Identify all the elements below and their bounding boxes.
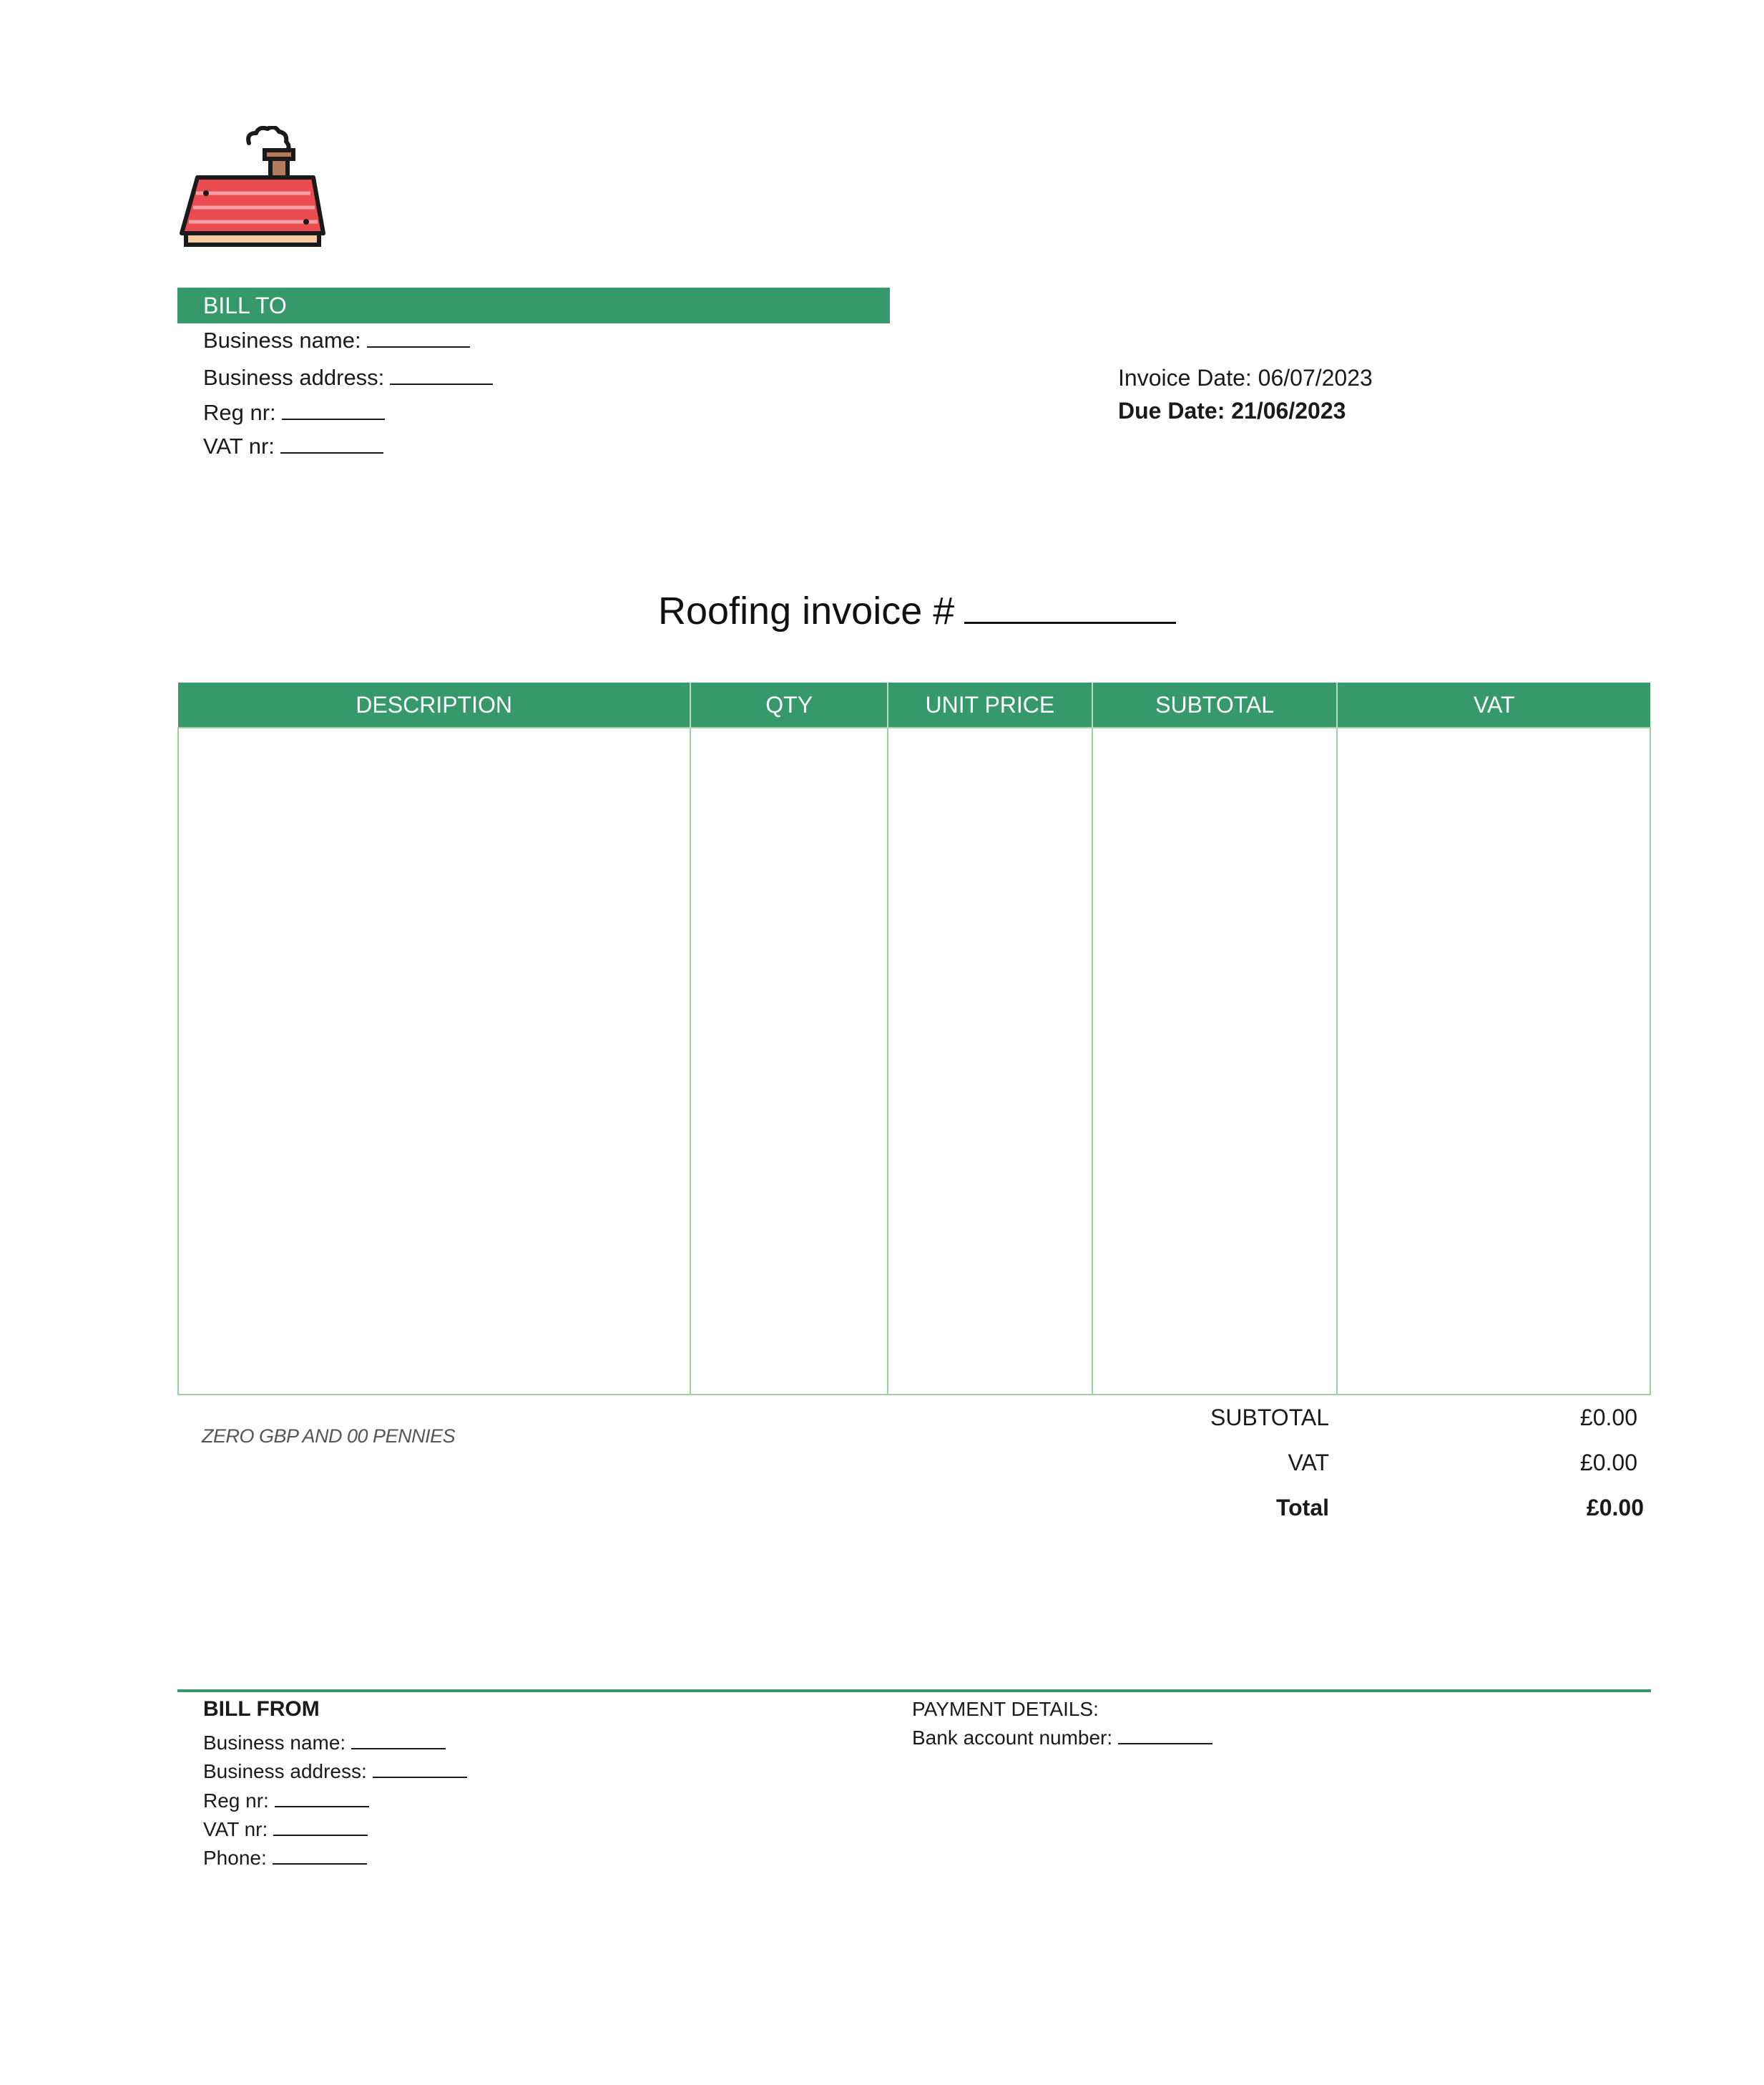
bank-account-number[interactable] [912,1724,1212,1752]
field-label: Business address: [203,365,385,390]
bill-from-phone[interactable] [203,1844,367,1872]
column-header-description: DESCRIPTION [178,683,690,728]
field-label: VAT nr: [203,1818,268,1840]
total-label: Total [1275,1495,1329,1520]
field-label: Reg nr: [203,400,276,425]
bill-from-business-address[interactable] [203,1757,467,1786]
column-header-unit-price: UNIT PRICE [888,683,1092,728]
invoice-title-text: Roofing invoice # [658,590,955,633]
bill-from-reg-nr[interactable] [203,1787,369,1815]
footer-divider [177,1689,1651,1692]
field-label: Business name: [203,1732,346,1754]
subtotal-label: SUBTOTAL [1210,1405,1329,1430]
qty-cell[interactable] [690,728,888,1395]
blank-line [390,369,493,385]
blank-line [282,404,385,420]
blank-line [273,1850,367,1865]
date-block [1118,361,1373,427]
roof-logo-icon [177,126,328,256]
field-label: Business address: [203,1760,367,1782]
table-header-row [178,683,1650,728]
subtotal-cell[interactable] [1092,728,1338,1395]
amount-in-words: ZERO GBP AND 00 PENNIES [202,1425,456,1447]
payment-details-heading: PAYMENT DETAILS: [912,1698,1099,1720]
column-header-qty: QTY [690,683,888,728]
blank-line [273,1822,368,1836]
field-label: Bank account number: [912,1727,1113,1749]
blank-line [373,1764,467,1778]
table-row [178,728,1650,1395]
field-label: VAT nr: [203,434,275,459]
bill-to-vat-nr[interactable] [203,434,383,459]
column-header-vat: VAT [1337,683,1650,728]
invoice-title [658,588,1176,634]
unit-price-cell[interactable] [888,728,1092,1395]
vat-label: VAT [1288,1450,1329,1475]
bill-to-business-address[interactable] [203,365,493,391]
blank-line [280,438,383,454]
bill-to-reg-nr[interactable] [203,400,385,426]
due-date: Due Date: 21/06/2023 [1118,398,1346,424]
bill-to-heading: BILL TO [177,288,890,323]
total-value: £0.00 [1586,1495,1644,1520]
vat-value: £0.00 [1579,1450,1637,1475]
description-cell[interactable] [178,728,690,1395]
bill-from-business-name[interactable] [203,1729,446,1757]
invoice-date: Invoice Date: 06/07/2023 [1118,365,1373,391]
subtotal-value: £0.00 [1579,1405,1637,1430]
blank-line [1118,1730,1212,1744]
bill-to-business-name[interactable] [203,328,470,353]
column-header-subtotal: SUBTOTAL [1092,683,1338,728]
field-label: Business name: [203,328,361,353]
field-label: Phone: [203,1847,267,1869]
bill-from-heading: BILL FROM [203,1697,320,1721]
vat-cell[interactable] [1337,728,1650,1395]
items-table [177,683,1651,1395]
blank-line [275,1793,369,1807]
blank-line [367,332,470,348]
bill-from-vat-nr[interactable] [203,1815,368,1844]
field-label: Reg nr: [203,1789,269,1812]
invoice-number-blank[interactable] [964,593,1176,624]
blank-line [351,1735,446,1749]
